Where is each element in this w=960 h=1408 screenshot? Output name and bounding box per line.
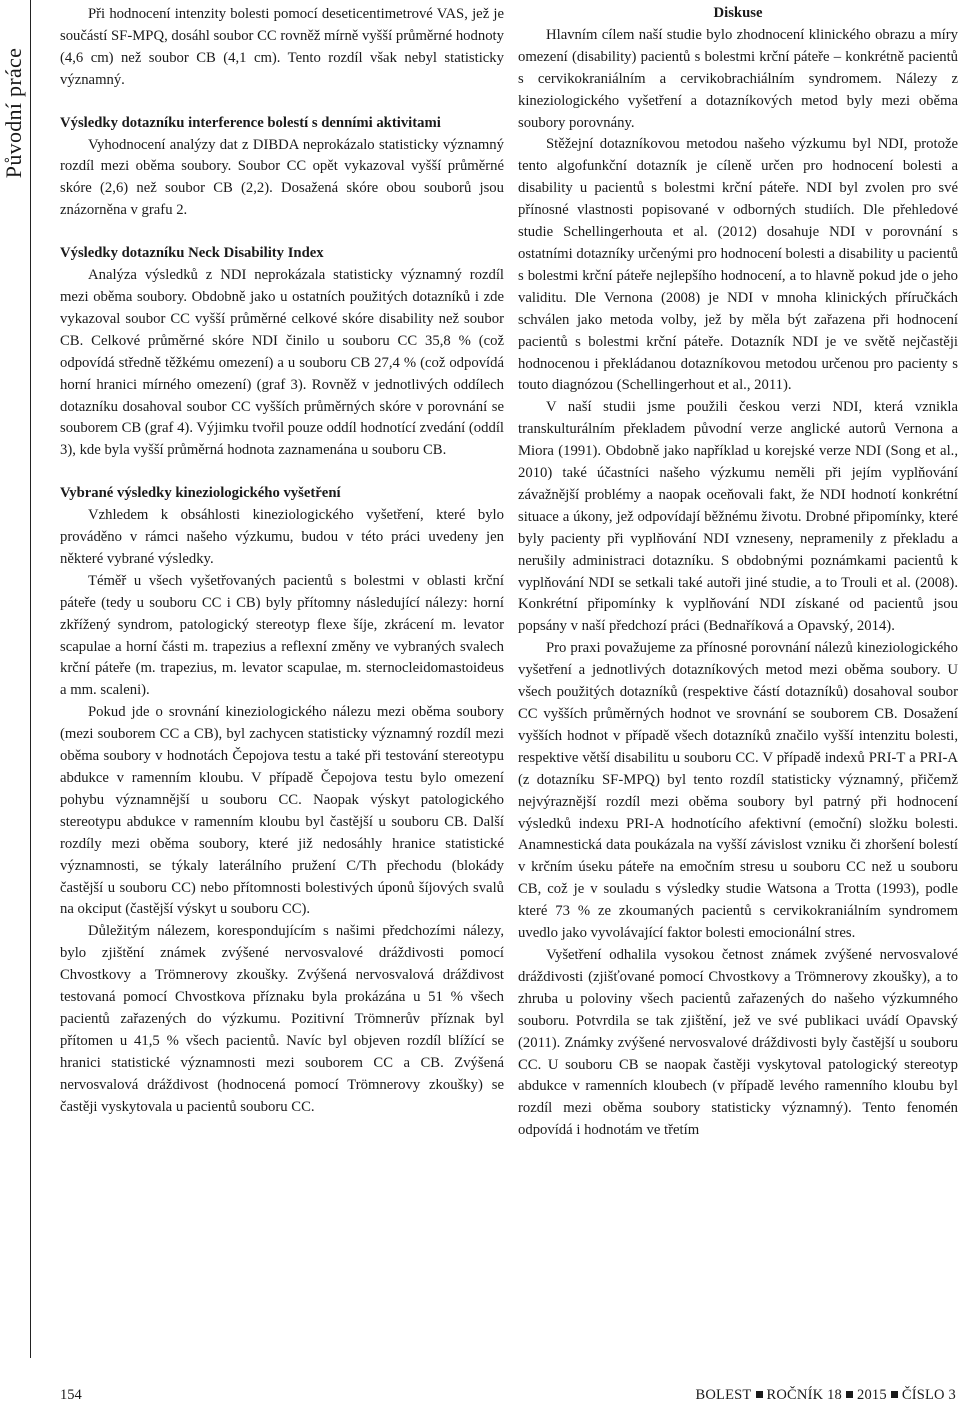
dibda-paragraph: Vyhodnocení analýzy dat z DIBDA neprokázalo statisticky významný rozdíl mezi oběma soubory. Soubor CC opět vykazoval vyšší průměrné skóre (2,6) než soubor CB (2,2). Dosažená skóre obou souborů jsou znázorněna v grafu 2. bbox=[60, 136, 504, 219]
journal-issue: ČÍSLO 3 bbox=[901, 1387, 956, 1403]
journal-volume: ROČNÍK 18 bbox=[766, 1387, 843, 1403]
journal-year: 2015 bbox=[857, 1387, 887, 1403]
kinesiology-paragraph-4: Důležitým nálezem, korespondujícím s našimi předchozími nálezy, bylo zjištění známek zvýšené nervosvalové dráždivosti pomocí Chvostkovy a Trömnerovy zkoušky. Zvýšená nervosvalová dráždivost testovaná pomocí Chvostkova příznaku byla prokázána u 51 % všech pacientů zařazených do výzkumu. Pozitivní Trömnerův příznak byl přítomen u 41,5 % všech pacientů. Navíc byl objeven rozdíl blížící se hranici statistické významnosti mezi souborem CC a CB. Zvýšená nervosvalová dráždivost (hodnocená pomocí Trömnerovy zkoušky) se častěji vyskytovala u pacientů souboru CC. bbox=[60, 923, 504, 1115]
dibda-heading: Výsledky dotazníku interference bolestí s denními aktivitami bbox=[60, 114, 441, 131]
section-label: Původní práce bbox=[1, 47, 26, 179]
discussion-paragraph-5: Vyšetření odhalila vysokou četnost známek zvýšené nervosvalové dráždivosti (zjišťované pomocí Chvostkovy a Trömnerovy zkoušky), a to zhruba u poloviny všech pacientů zařazených do našeho výzkumného souboru. Potvrdila se tak zjištění, jež ve své publikaci uvádí Opavský (2011). Známky zvýšené nervosvalové dráždivosti byly častější u souboru CC. U souboru CB se naopak častěji vyskytoval patologický stereotyp abdukce v ramenních kloubech (v případě levého ramenního kloubu byl rozdíl mezi oběma soubory statisticky významný). Tento fenomén odpovídá i hodnotám ve třetím bbox=[518, 946, 958, 1139]
journal-info bbox=[696, 1384, 956, 1406]
kinesiology-paragraph-2: Téměř u všech vyšetřovaných pacientů s bolestmi v oblasti krční páteře (tedy u souboru CC i CB) byly přítomny následující nálezy: horní zkřížený syndrom, patologický stereotyp flexe šíje, zkrácení m. levator scapulae a horní části m. trapezius a reflexní změny ve vybraných svalech krční páteře (m. trapezius, m. levator scapulae, m. sternocleidomastoideus a mm. scaleni). bbox=[60, 572, 504, 699]
side-tab bbox=[0, 0, 31, 1358]
separator-square-icon bbox=[756, 1391, 763, 1398]
kinesiology-heading: Vybrané výsledky kineziologického vyšetření bbox=[60, 485, 341, 502]
ndi-paragraph: Analýza výsledků z NDI neprokázala statisticky významný rozdíl mezi oběma soubory. Obdobně jako u ostatních použitých dotazníků i zde vykazoval soubor CC vyšší průměrné celkové skóre disability než soubor CB. Celkové průměrné skóre NDI činilo u souboru CC 35,8 % (což odpovídá středně těžkému omezení) a u souboru CB 27,4 % (což odpovídá horní hranici mírného omezení) (graf 3). Rovněž v jednotlivých oddílech dotazníku dosahoval soubor CC vyšších průměrných skóre v porovnání se souborem CB (graf 4). Výjimku tvořil pouze oddíl hodnotící zvedání (oddíl 3), kde byla vyšší průměrná hodnota zaznamenána u souboru CB. bbox=[60, 267, 504, 459]
page-number: 154 bbox=[60, 1387, 82, 1403]
separator-square-icon bbox=[891, 1391, 898, 1398]
kinesiology-paragraph-3: Pokud jde o srovnání kineziologického nálezu mezi oběma soubory (mezi souborem CC a CB), byl zachycen statisticky významný rozdíl mezi oběma soubory v hodnotách Čepojova testu a také při testování stereotypu abdukce v ramenním kloubu. V případě Čepojova testu bylo omezení pohybu významnější u souboru CC. Naopak výskyt patologického stereotypu abdukce v ramenním kloubu byl častější u souboru CB. Další rozdíly mezi oběma soubory, které již nedosáhly hranice statistické významnosti, se týkaly laterálního pružení C/Th přechodu (blokády častější u souboru CC) nebo přítomnosti bolestivých úponů šíjových svalů na okciput (častější výskyt u souboru CC). bbox=[60, 704, 504, 918]
discussion-paragraph-2: Stěžejní dotazníkovou metodou našeho výzkumu byl NDI, protože tento algofunkční dotazník je cíleně určen pro hodnocení bolesti a disability u pacientů s bolestmi krční páteře. NDI byl zvolen pro své přínosné vlastnosti popisované v odborných studiích. Dle přehledové studie Schellingerhouta et al. (2012) dosahuje NDI v porovnání s ostatními dotazníky určenými pro hodnocení bolesti a disability u pacientů s bolestmi krční páteře nejlepšího hodnocení, a to hlavně pokud jde o jeho validitu. Dle Vernona (2008) je NDI v mnoha klinických příručkách schválen jako metoda volby, jež by měla být zařazena při hodnocení pacientů s bolestmi krční páteře. Dotazník NDI je ve světě nejčastěji hodnocenou i překládanou dotazníkovou metodou určenou pro pacienty s touto diagnózou (Schellingerhout et al., 2011). bbox=[518, 136, 958, 394]
left-column bbox=[60, 0, 504, 1119]
ndi-heading: Výsledky dotazníku Neck Disability Index bbox=[60, 245, 324, 262]
discussion-paragraph-4: Pro praxi považujeme za přínosné porovnání nálezů kineziologického vyšetření a jednotlivých dotazníkových metod mezi oběma soubory. U všech použitých dotazníků (respektive částí dotazníků) dosahoval soubor CC vyšších průměrných hodnot ve srovnání se souborem CB. Dosažení vyšších hodnot v případě všech dotazníků značilo vyšší intenzitu bolesti, respektive větší disabilitu u souboru CC. V případě indexů PRI-T a PRI-A (z dotazníku SF-MPQ) byl tento rozdíl statisticky významný, přičemž nejvýraznější rozdíl mezi oběma soubory byl patrný při hodnocení výsledků indexu PRI-A hodnotícího afektivní (emoční) složku bolesti. Anamnestická data poukázala na vyšší závislost vzniku či zhoršení bolestí v krčním úseku páteře na emočním stresu u souboru CC než u souboru CB, což je v souladu s výsledky studie Watsona a Trotta (1993), podle které 73 % ze zkoumaných pacientů s cervikokraniálním syndromem uvedlo jako vyvolávající faktor bolesti emocionální stres. bbox=[518, 640, 958, 942]
separator-square-icon bbox=[846, 1391, 853, 1398]
journal-name: BOLEST bbox=[695, 1387, 752, 1403]
kinesiology-paragraph-1: Vzhledem k obsáhlosti kineziologického vyšetření, které bylo prováděno v rámci našeho výzkumu, budou v této práci uvedeny jen některé vybrané výsledky. bbox=[60, 507, 504, 567]
discussion-paragraph-3: V naší studii jsme použili českou verzi NDI, která vznikla transkulturálním překladem původní verze anglické autorů Vernona a Miora (1991). Obdobně jako například u korejské verze NDI (Song et al., 2010) také účastníci našeho výzkumu neměli při jejím vyplňování závažnější problémy a naopak oceňovali fakt, že NDI hodnotí konkrétní situace a úkony, jež odpovídají běžnému životu. Drobné připomínky, které byly pacienty při vyplňování NDI vzneseny, nepramenily z překladu a nerušily administraci dotazníku. S obdobnými poznámkami pacientů k vyplňování NDI se setkali také autoři jiné studie, a to Trouli et al. (2008). Konkrétní připomínky k vyplňování NDI získané od pacientů jsou popsány v naší předchozí práci (Bednaříková a Opavský, 2014). bbox=[518, 399, 958, 635]
intro-paragraph: Při hodnocení intenzity bolesti pomocí deseticentimetrové VAS, jež je součástí SF-MPQ, dosáhl soubor CC rovněž mírně vyšší průměrné hodnoty (4,6 cm) než soubor CB (4,1 cm). Tento rozdíl však nebyl statisticky významný. bbox=[60, 6, 504, 88]
discussion-heading: Diskuse bbox=[713, 5, 763, 21]
discussion-paragraph-1: Hlavním cílem naší studie bylo zhodnocení klinického obrazu a míry omezení (disability) pacientů s bolestmi krční páteře – konkrétně pacientů s cervikokraniálním a cervikobrachiálním syndromem. Nálezy z kineziologického vyšetření a dotazníkových metod byly mezi oběma soubory porovnány. bbox=[518, 26, 958, 131]
right-column bbox=[518, 0, 958, 1142]
page-footer bbox=[60, 1384, 960, 1408]
